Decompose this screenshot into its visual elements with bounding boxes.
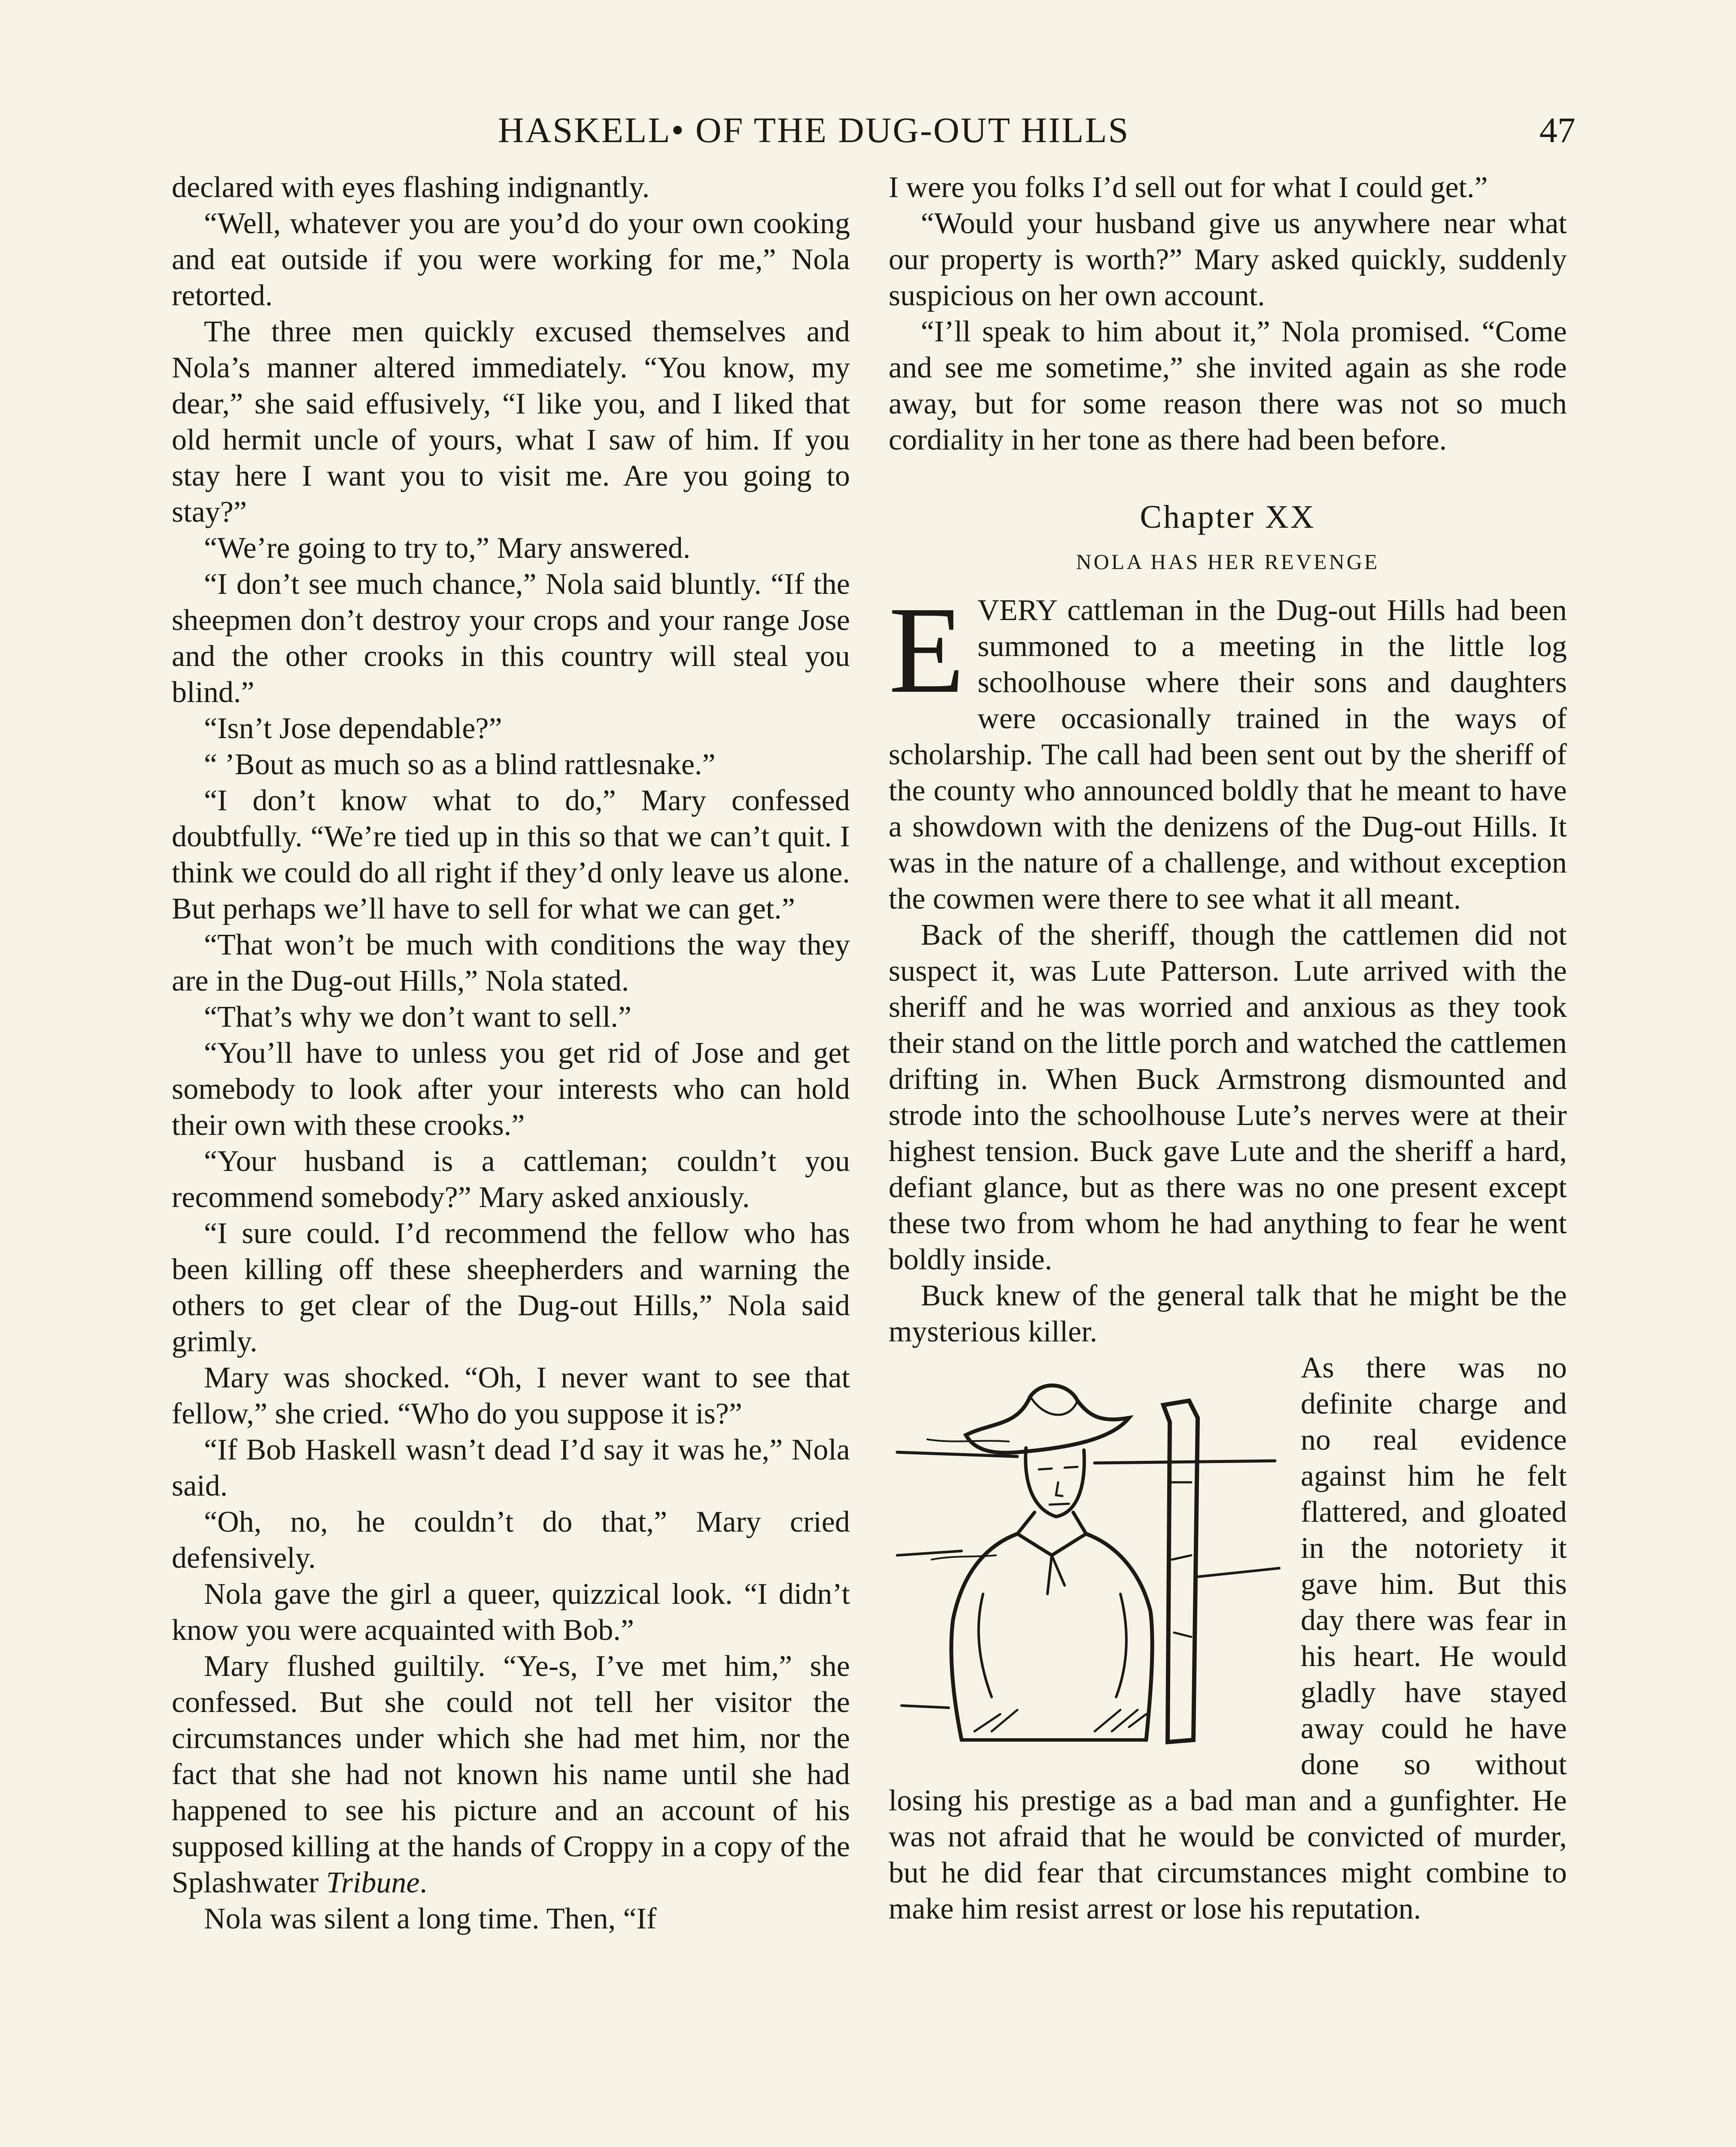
paragraph: “That won’t be much with conditions the way they are in the Dug-out Hills,” Nola stated. [172, 928, 850, 997]
paragraph: Mary was shocked. “Oh, I never want to see that fellow,” she cried. “Who do you suppose it is?” [172, 1361, 850, 1430]
right-column [889, 170, 1567, 1927]
paragraph: Nola gave the girl a queer, quizzical look. “I didn’t know you were acquainted with Bob.” [172, 1578, 850, 1647]
paragraph: “Well, whatever you are you’d do your own cooking and eat outside if you were working for me,” Nola retorted. [172, 207, 850, 312]
paragraph: Back of the sheriff, though the cattlemen did not suspect it, was Lute Patterson. Lute arrived with the sheriff and he was worried and anxious as they took their stand on the little porch and watched the cattlemen drifting in. When Buck Armstrong dismounted and strode into the schoolhouse Lute’s nerves were at their highest tension. Buck gave Lute and the sheriff a hard, defiant glance, but as there was no one present except these two from whom he had anything to fear he went boldly inside. [889, 918, 1567, 1276]
paragraph: “I don’t see much chance,” Nola said bluntly. “If the sheepmen don’t destroy your crops and your range Jose and the other crooks in this country will steal you blind.” [172, 568, 850, 709]
paragraph: “You’ll have to unless you get rid of Jose and get somebody to look after your interests who can hold their own with these crooks.” [172, 1037, 850, 1142]
paragraph: declared with eyes flashing indignantly. [172, 171, 650, 204]
paragraph: As there was no definite charge and no real evidence against him he felt flattered, and gloated in the notoriety it gave him. But this day there was fear in his heart. He would gladly have stayed away could he have done so without losing his prestige as a bad man and a gunfighter. He was not afraid that he would be convicted of murder, but he did fear that circumstances might combine to make him resist arrest or lose his reputation. [889, 1351, 1567, 1925]
paragraph: Nola was silent a long time. Then, “If [204, 1902, 657, 1935]
illustrated-paragraph [889, 1350, 1567, 1927]
paragraph: “I don’t know what to do,” Mary confessed doubtfully. “We’re tied up in this so that we can’t quit. I think we could do all right if they’d only leave us alone. But perhaps we’ll have to sell for what we can get.” [172, 784, 850, 925]
paragraph: Buck knew of the general talk that he might be the mysterious killer. [889, 1279, 1567, 1348]
cowboy-illustration [889, 1353, 1288, 1774]
chapter-subtitle: NOLA HAS HER REVENGE [1076, 550, 1380, 574]
paragraph [172, 1648, 850, 1901]
drop-cap: E [889, 581, 965, 719]
paragraph: “We’re going to try to,” Mary answered. [204, 532, 691, 565]
paragraph: I were you folks I’d sell out for what I could get.” [889, 171, 1488, 204]
chapter-heading: Chapter XX [1140, 499, 1316, 535]
running-header [172, 109, 1575, 165]
paragraph-text: Mary flushed guiltily. “Ye-s, I’ve met him,” she confessed. But she could not tell her visitor the circumstances under which she had met him, nor the fact that she had not known his name until she had happened to see his picture and an account of his supposed killing at the hands of Croppy in a copy of the Splashwater [172, 1650, 850, 1899]
chapter-opening-paragraph [889, 581, 1567, 917]
paragraph: “If Bob Haskell wasn’t dead I’d say it was he,” Nola said. [172, 1433, 850, 1502]
running-title: HASKELL• OF THE DUG-OUT HILLS [498, 110, 1130, 150]
paragraph: The three men quickly excused themselves and Nola’s manner altered immediately. “You know, my dear,” she said effusively, “I like you, and I liked that old hermit uncle of yours, what I saw of him. If you stay here I want you to visit me. Are you going to stay?” [172, 315, 850, 529]
page-number: 47 [1539, 110, 1575, 150]
paragraph-text: . [419, 1866, 427, 1899]
paragraph-text: VERY cattleman in the Dug-out Hills had been summoned to a meeting in the little log schoolhouse where their sons and daughters were occasionally trained in the ways of scholarship. The call had been sent out by the sheriff of the county who announced boldly that he meant to have a showdown with the denizens of the Dug-out Hills. It was in the nature of a challenge, and without exception the cowmen were there to see what it all meant. [889, 594, 1567, 915]
paragraph: “That’s why we don’t want to sell.” [204, 1001, 631, 1034]
paragraph: “Oh, no, he couldn’t do that,” Mary cried defensively. [172, 1505, 850, 1575]
paragraph: “I sure could. I’d recommend the fellow who has been killing off these sheepherders and warning the others to get clear of the Dug-out Hills,” Nola said grimly. [172, 1217, 850, 1358]
paragraph: “ ’Bout as much so as a blind rattlesnake.” [204, 748, 716, 781]
paragraph: “Isn’t Jose dependable?” [204, 712, 502, 745]
left-column [172, 170, 850, 1937]
paragraph: “I’ll speak to him about it,” Nola promised. “Come and see me sometime,” she invited again as she rode away, but for some reason there was not so much cordiality in her tone as there had been before. [889, 315, 1567, 456]
newspaper-name: Tribune [326, 1866, 420, 1899]
paragraph: “Would your husband give us anywhere near what our property is worth?” Mary asked quickly, suddenly suspicious on her own account. [889, 207, 1567, 312]
paragraph: “Your husband is a cattleman; couldn’t you recommend somebody?” Mary asked anxiously. [172, 1145, 850, 1214]
